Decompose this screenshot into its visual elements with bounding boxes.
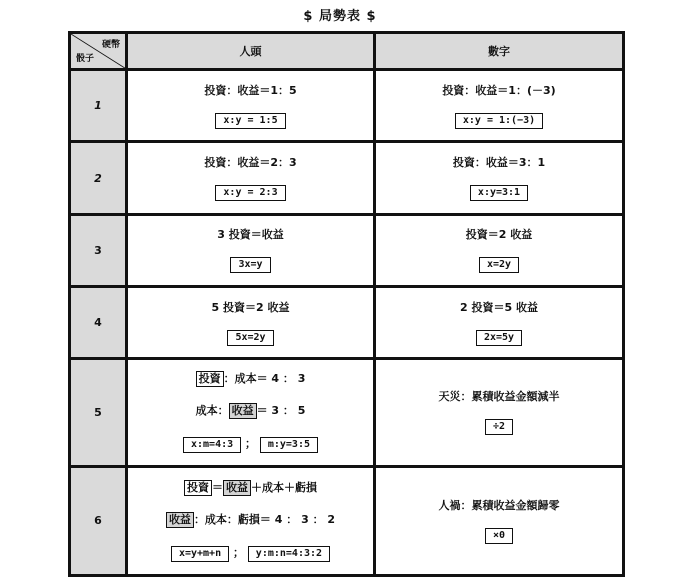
word-box-shaded: 收益 (166, 512, 194, 528)
event-text: 天災：累積收益金額減半 (438, 390, 560, 404)
equation-box: x:m=4:3 (183, 437, 241, 453)
situation-table (68, 31, 625, 577)
equation-box: x:y = 1:(−3) (455, 113, 543, 129)
corner-cell (70, 33, 127, 70)
heads-cell (127, 359, 375, 466)
dice-cell: 3 (70, 214, 127, 286)
ratio-text: 2 投資＝5 收益 (460, 300, 538, 314)
ratio-text: 投資：收益＝2：3 (204, 156, 297, 170)
event-text: 人禍：累積收益金額歸零 (438, 498, 560, 512)
ratio-text: 5 投資＝2 收益 (211, 300, 290, 314)
header-row (70, 33, 624, 70)
dice-cell: 1 (70, 70, 127, 142)
ratio-text: 投資：收益＝1：(－3) (442, 83, 556, 97)
heads-cell (127, 286, 375, 358)
tails-cell (375, 466, 624, 575)
equals-sign: ＝ (212, 480, 223, 494)
dice-cell: 5 (70, 359, 127, 466)
table-row (70, 214, 624, 286)
equation-box: ÷2 (485, 419, 513, 435)
equation-box: 2x=5y (476, 330, 522, 346)
equation-box: 5x=2y (227, 330, 273, 346)
tails-cell (375, 286, 624, 358)
ratio-pre: 成本： (195, 404, 229, 418)
heads-cell (127, 214, 375, 286)
ratio-rest: ：成本＝ 4 ： 3 (223, 372, 306, 386)
corner-dice-label: 骰子 (76, 54, 95, 65)
col-header-heads: 人頭 (127, 33, 375, 70)
page-title: $ 局勢表 $ (303, 9, 377, 24)
ratio-rest: ＋成本＋虧損 (251, 480, 317, 494)
heads-cell (127, 142, 375, 214)
equation-box: x=y+m+n (171, 546, 229, 562)
ratio-rest: ：成本：虧損＝ 4 ： 3 ： 2 (193, 512, 336, 526)
equation-box: x=2y (479, 257, 519, 273)
equation-box: ×0 (485, 528, 513, 544)
equation-box: x:y=3:1 (470, 185, 528, 201)
ratio-rest: ＝ 3 ： 5 (256, 404, 306, 418)
separator: ； (232, 545, 244, 559)
ratio-text: 投資：收益＝3：1 (452, 156, 546, 170)
col-header-tails: 數字 (375, 33, 624, 70)
table-row (70, 359, 624, 466)
ratio-text (128, 512, 373, 528)
table-row (70, 286, 624, 358)
tails-cell (375, 142, 624, 214)
ratio-text: 3 投資＝收益 (217, 228, 284, 242)
equation-box: x:y = 1:5 (215, 113, 285, 129)
dice-cell: 2 (70, 142, 127, 214)
ratio-text: 投資＝2 收益 (465, 228, 533, 242)
heads-cell (127, 466, 375, 575)
table-row (70, 70, 624, 142)
word-box-shaded: 收益 (223, 480, 251, 496)
separator: ； (245, 437, 256, 451)
dice-cell: 6 (70, 466, 127, 575)
word-box: 投資 (196, 371, 224, 387)
tails-cell (375, 70, 624, 142)
ratio-text (128, 371, 373, 387)
equation-box: x:y = 2:3 (215, 185, 285, 201)
dice-cell: 4 (70, 286, 127, 358)
equation-box: 3x=y (230, 257, 270, 273)
table-row (70, 142, 624, 214)
equation-box: m:y=3:5 (260, 437, 318, 453)
table-row (70, 466, 624, 575)
ratio-text: 投資：收益＝1：5 (204, 83, 297, 97)
corner-coin-label: 硬幣 (101, 40, 120, 50)
word-box: 投資 (184, 480, 212, 496)
word-box-shaded: 收益 (229, 403, 257, 419)
tails-cell (375, 359, 624, 466)
equation-box: y:m:n=4:3:2 (248, 546, 330, 562)
ratio-text (128, 403, 373, 419)
ratio-text (128, 480, 373, 496)
heads-cell (127, 70, 375, 142)
tails-cell (375, 214, 624, 286)
